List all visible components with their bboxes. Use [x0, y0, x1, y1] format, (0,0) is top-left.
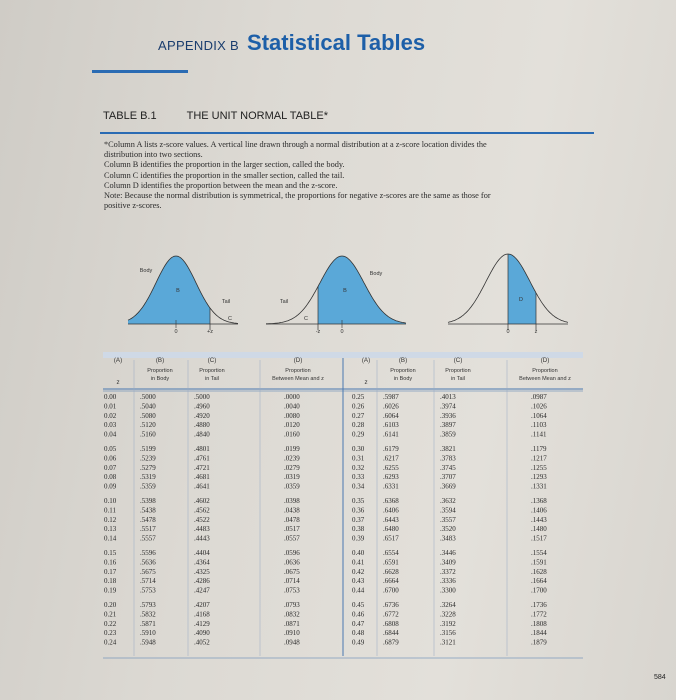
- col-z-header: z: [116, 379, 120, 386]
- table-cell: 0.04: [104, 430, 117, 439]
- table-cell: .6591: [383, 558, 399, 567]
- col-b-header: (B): [398, 357, 408, 364]
- table-cell: .5596: [140, 549, 156, 557]
- table-cell: .4168: [194, 610, 210, 619]
- table-cell: .0832: [284, 610, 300, 619]
- table-cell: .5832: [140, 610, 156, 619]
- table-cell: .4247: [194, 586, 210, 595]
- table-cell: .5478: [140, 515, 156, 524]
- table-cell: .1879: [531, 638, 547, 647]
- table-cell: .1517: [531, 534, 547, 543]
- col-c-sub: Proportion: [445, 368, 471, 374]
- table-cell: .4364: [194, 558, 210, 567]
- table-cell: .4286: [194, 577, 210, 586]
- table-cell: .6293: [383, 473, 399, 482]
- body-label: Body: [369, 271, 383, 277]
- table-cell: .6844: [383, 629, 399, 638]
- table-cell: .5910: [140, 629, 156, 638]
- table-cell: .0910: [284, 629, 300, 638]
- table-cell: .4801: [194, 445, 210, 453]
- table-cell: .4090: [194, 629, 210, 638]
- table-cell: .4920: [194, 411, 210, 420]
- footnote-line: Note: Because the normal distribution is symmetrical, the proportions for negative z-scores are the same as those for: [104, 191, 491, 201]
- table-cell: .1406: [531, 506, 547, 515]
- table-cell: .5319: [140, 473, 156, 482]
- table-cell: .3372: [440, 567, 456, 576]
- z-label: +z: [207, 329, 213, 335]
- table-cell: 0.23: [104, 629, 117, 638]
- col-b-header: (B): [155, 357, 165, 364]
- table-cell: .6368: [383, 497, 399, 505]
- table-cell: 0.46: [352, 610, 365, 619]
- table-cell: .0793: [284, 601, 300, 609]
- table-cell: .6664: [383, 577, 399, 586]
- page-title: Statistical Tables: [247, 30, 426, 55]
- table-cell: .5239: [140, 454, 156, 463]
- table-cell: 0.29: [352, 430, 365, 439]
- table-cell: .1736: [531, 601, 547, 609]
- table-cell: .5359: [140, 482, 156, 491]
- table-cell: .6026: [383, 402, 399, 411]
- table-cell: .6217: [383, 454, 399, 463]
- table-cell: .5120: [140, 421, 156, 430]
- table-cell: .1772: [531, 610, 547, 619]
- table-cell: .4207: [194, 601, 210, 609]
- col-d-sub: Between Mean and z: [272, 376, 324, 382]
- table-cell: 0.37: [352, 515, 365, 524]
- table-cell: .3228: [440, 610, 456, 619]
- table-cell: .0636: [284, 558, 300, 567]
- table-cell: 0.10: [104, 497, 117, 505]
- table-cell: .0438: [284, 506, 300, 515]
- c-label: C: [228, 316, 232, 322]
- table-cell: .3300: [440, 586, 456, 595]
- table-cell: 0.06: [104, 454, 117, 463]
- table-cell: .6736: [383, 601, 399, 609]
- table-cell: .3520: [440, 525, 456, 534]
- z-label: z: [534, 329, 538, 335]
- table-cell: .3192: [440, 619, 456, 628]
- body-shading: [318, 256, 406, 324]
- table-cell: 0.11: [104, 506, 116, 515]
- table-cell: .3121: [440, 638, 456, 647]
- table-cell: .5517: [140, 525, 156, 534]
- table-cell: .1808: [531, 619, 547, 628]
- table-cell: .6700: [383, 586, 399, 595]
- table-cell: .4325: [194, 567, 210, 576]
- page-number: 584: [654, 674, 666, 681]
- table-cell: .1331: [531, 482, 547, 491]
- table-cell: .1179: [531, 445, 547, 453]
- table-cell: .0239: [284, 454, 300, 463]
- footnote-line: Column B identifies the proportion in the larger section, called the body.: [104, 160, 345, 170]
- table-cell: 0.26: [352, 402, 365, 411]
- col-b-sub: in Body: [150, 376, 170, 382]
- col-d-sub: Between Mean and z: [519, 376, 571, 382]
- col-b-sub: in Body: [393, 376, 413, 382]
- c-label: C: [304, 316, 308, 322]
- table-cell: .4483: [194, 525, 210, 534]
- table-cell: 0.02: [104, 411, 117, 420]
- table-cell: .0199: [284, 445, 300, 453]
- b-label: B: [343, 288, 347, 294]
- table-cell: 0.44: [352, 586, 365, 595]
- table-cell: .5714: [140, 577, 156, 586]
- body-label: Body: [139, 268, 153, 274]
- table-cell: .5279: [140, 463, 156, 472]
- zero-label: 0: [340, 329, 344, 335]
- tail-label: Tail: [221, 299, 231, 305]
- appendix-label: APPENDIX B: [158, 38, 240, 53]
- table-cell: .6879: [383, 638, 399, 647]
- table-cell: .1217: [531, 454, 547, 463]
- table-cell: 0.41: [352, 558, 365, 567]
- table-cell: .3707: [440, 473, 456, 482]
- table-cell: .6255: [383, 463, 399, 472]
- table-cell: .4522: [194, 515, 210, 524]
- table-cell: .6628: [383, 567, 399, 576]
- table-cell: .1628: [531, 567, 547, 576]
- table-cell: .3745: [440, 463, 456, 472]
- table-cell: .4602: [194, 497, 210, 505]
- table-cell: .4562: [194, 506, 210, 515]
- table-cell: .3783: [440, 454, 456, 463]
- table-cell: 0.03: [104, 421, 117, 430]
- table-cell: 0.31: [352, 454, 365, 463]
- table-cell: 0.18: [104, 577, 117, 586]
- table-cell: 0.17: [104, 567, 117, 576]
- table-cell: .5040: [140, 402, 156, 411]
- table-cell: .3446: [440, 549, 456, 557]
- table-cell: .6141: [383, 430, 399, 439]
- table-cell: .1480: [531, 525, 547, 534]
- col-c-header: (C): [207, 357, 217, 364]
- table-cell: .0319: [284, 473, 300, 482]
- table-cell: 0.01: [104, 402, 117, 411]
- table-cell: .0359: [284, 482, 300, 491]
- table-cell: 0.19: [104, 586, 117, 595]
- table-cell: 0.21: [104, 610, 117, 619]
- table-cell: .3632: [440, 497, 456, 505]
- table-cell: .0000: [284, 393, 300, 401]
- table-cell: .0080: [284, 411, 300, 420]
- table-cell: .4641: [194, 482, 210, 491]
- table-cell: 0.08: [104, 473, 117, 482]
- table-cell: .1026: [531, 402, 547, 411]
- table-cell: .0040: [284, 402, 300, 411]
- table-cell: 0.49: [352, 638, 365, 647]
- table-cell: .4129: [194, 619, 210, 628]
- table-cell: .3859: [440, 430, 456, 439]
- table-cell: .5753: [140, 586, 156, 595]
- table-cell: .3936: [440, 411, 456, 420]
- table-cell: .1141: [531, 430, 547, 439]
- table-cell: 0.48: [352, 629, 365, 638]
- table-cell: 0.13: [104, 525, 117, 534]
- table-cell: .3336: [440, 577, 456, 586]
- table-cell: 0.36: [352, 506, 365, 515]
- table-cell: .0120: [284, 421, 300, 430]
- table-cell: 0.22: [104, 619, 117, 628]
- footnote-line: positive z-scores.: [104, 201, 162, 211]
- col-b-sub: Proportion: [147, 368, 173, 374]
- table-cell: .0557: [284, 534, 300, 543]
- col-a-header: (A): [361, 357, 371, 364]
- table-cell: 0.15: [104, 549, 117, 557]
- table-cell: 0.24: [104, 638, 117, 647]
- table-cell: 0.25: [352, 393, 365, 401]
- table-cell: .4761: [194, 454, 210, 463]
- footnote-line: Column C identifies the proportion in the smaller section, called the tail.: [104, 170, 345, 180]
- table-cell: .0987: [531, 393, 547, 401]
- table-cell: .1103: [531, 421, 547, 430]
- table-cell: .5987: [383, 393, 399, 401]
- table-cell: .4960: [194, 402, 210, 411]
- col-d-header: (D): [540, 357, 550, 364]
- table-cell: .4013: [440, 393, 456, 401]
- table-cell: .5557: [140, 534, 156, 543]
- table-cell: .4721: [194, 463, 210, 472]
- table-cell: .4404: [194, 549, 210, 557]
- table-cell: .0871: [284, 619, 300, 628]
- table-cell: .1443: [531, 515, 547, 524]
- table-cell: 0.14: [104, 534, 117, 543]
- table-cell: 0.38: [352, 525, 365, 534]
- table-cell: .3483: [440, 534, 456, 543]
- col-c-sub: in Tail: [205, 376, 219, 382]
- table-cell: .5675: [140, 567, 156, 576]
- col-c-sub: Proportion: [199, 368, 225, 374]
- table-cell: .4840: [194, 430, 210, 439]
- col-c-header: (C): [453, 357, 463, 364]
- table-cell: 0.07: [104, 463, 117, 472]
- table-cell: 0.20: [104, 601, 117, 609]
- table-cell: 0.40: [352, 549, 365, 557]
- table-cell: .3669: [440, 482, 456, 491]
- tail-label: Tail: [279, 299, 289, 305]
- table-cell: 0.42: [352, 567, 365, 576]
- table-cell: .0596: [284, 549, 300, 557]
- table-cell: .5199: [140, 445, 156, 453]
- table-cell: .1700: [531, 586, 547, 595]
- table-cell: 0.34: [352, 482, 365, 491]
- table-cell: .5948: [140, 638, 156, 647]
- table-cell: .4052: [194, 638, 210, 647]
- neg-z-label: -z: [315, 329, 321, 335]
- table-cell: .1293: [531, 473, 547, 482]
- table-cell: .1591: [531, 558, 547, 567]
- table-cell: .0753: [284, 586, 300, 595]
- d-shading: [508, 254, 536, 324]
- table-cell: .1064: [531, 411, 547, 420]
- table-cell: 0.47: [352, 619, 365, 628]
- footnote-line: *Column A lists z-score values. A vertical line drawn through a normal distribution at a z-score location divides the: [104, 140, 487, 149]
- table-cell: .3264: [440, 601, 456, 609]
- table-cell: .5636: [140, 558, 156, 567]
- table-cell: .6103: [383, 421, 399, 430]
- col-d-header: (D): [293, 357, 303, 364]
- table-cell: .5000: [140, 393, 156, 401]
- table-cell: .1664: [531, 577, 547, 586]
- table-cell: .0675: [284, 567, 300, 576]
- table-cell: 0.16: [104, 558, 117, 567]
- table-cell: 0.12: [104, 515, 117, 524]
- col-c-sub: in Tail: [451, 376, 465, 382]
- table-cell: .1844: [531, 629, 547, 638]
- d-label: D: [519, 297, 523, 303]
- table-cell: 0.09: [104, 482, 117, 491]
- table-cell: 0.27: [352, 411, 365, 420]
- col-d-sub: Proportion: [532, 368, 558, 374]
- table-cell: .5871: [140, 619, 156, 628]
- table-cell: .3156: [440, 629, 456, 638]
- table-cell: .3594: [440, 506, 456, 515]
- table-cell: .5438: [140, 506, 156, 515]
- table-cell: .6443: [383, 515, 399, 524]
- table-cell: .5000: [194, 393, 210, 401]
- b-label: B: [176, 288, 180, 294]
- table-top-band: [103, 352, 583, 358]
- table-cell: .1368: [531, 497, 547, 505]
- table-cell: 0.33: [352, 473, 365, 482]
- table-cell: 0.05: [104, 445, 117, 453]
- footnote-line: Column D identifies the proportion between the mean and the z-score.: [104, 180, 338, 190]
- table-cell: .0517: [284, 525, 300, 534]
- table-cell: .4443: [194, 534, 210, 543]
- table-cell: .3821: [440, 445, 456, 453]
- table-cell: .4880: [194, 421, 210, 430]
- table-number: TABLE B.1: [103, 110, 157, 122]
- table-cell: 0.35: [352, 497, 365, 505]
- table-cell: .3409: [440, 558, 456, 567]
- table-cell: .3974: [440, 402, 456, 411]
- footnote-line: distribution into two sections.: [104, 150, 203, 160]
- table-cell: .1554: [531, 549, 547, 557]
- table-cell: .5160: [140, 430, 156, 439]
- table-cell: .0398: [284, 497, 300, 505]
- table-cell: .6331: [383, 482, 399, 491]
- table-cell: .0478: [284, 515, 300, 524]
- table-cell: .3557: [440, 515, 456, 524]
- table-cell: .4681: [194, 473, 210, 482]
- table-cell: .6064: [383, 411, 399, 420]
- table-cell: .1255: [531, 463, 547, 472]
- table-name: THE UNIT NORMAL TABLE*: [186, 110, 329, 122]
- col-a-header: (A): [113, 357, 123, 364]
- table-cell: .6517: [383, 534, 399, 543]
- table-cell: .6179: [383, 445, 399, 453]
- zero-label: 0: [174, 329, 178, 335]
- table-cell: .0714: [284, 577, 300, 586]
- table-cell: .6554: [383, 549, 399, 557]
- body-shading: [128, 256, 210, 324]
- table-cell: .6772: [383, 610, 399, 619]
- table-cell: 0.30: [352, 445, 365, 453]
- table-cell: 0.45: [352, 601, 365, 609]
- table-cell: .0160: [284, 430, 300, 439]
- zero-label: 0: [506, 329, 510, 335]
- table-cell: .6406: [383, 506, 399, 515]
- table-cell: 0.43: [352, 577, 365, 586]
- table-cell: 0.00: [104, 393, 117, 401]
- table-cell: 0.39: [352, 534, 365, 543]
- table-cell: .0948: [284, 638, 300, 647]
- table-cell: .6480: [383, 525, 399, 534]
- table-cell: 0.32: [352, 463, 365, 472]
- table-cell: .5793: [140, 601, 156, 609]
- table-cell: .5398: [140, 497, 156, 505]
- table-cell: .6808: [383, 619, 399, 628]
- col-z-header: z: [364, 379, 368, 386]
- table-cell: .5080: [140, 411, 156, 420]
- table-cell: .3897: [440, 421, 456, 430]
- table-cell: .0279: [284, 463, 300, 472]
- col-b-sub: Proportion: [390, 368, 416, 374]
- table-cell: 0.28: [352, 421, 365, 430]
- col-d-sub: Proportion: [285, 368, 311, 374]
